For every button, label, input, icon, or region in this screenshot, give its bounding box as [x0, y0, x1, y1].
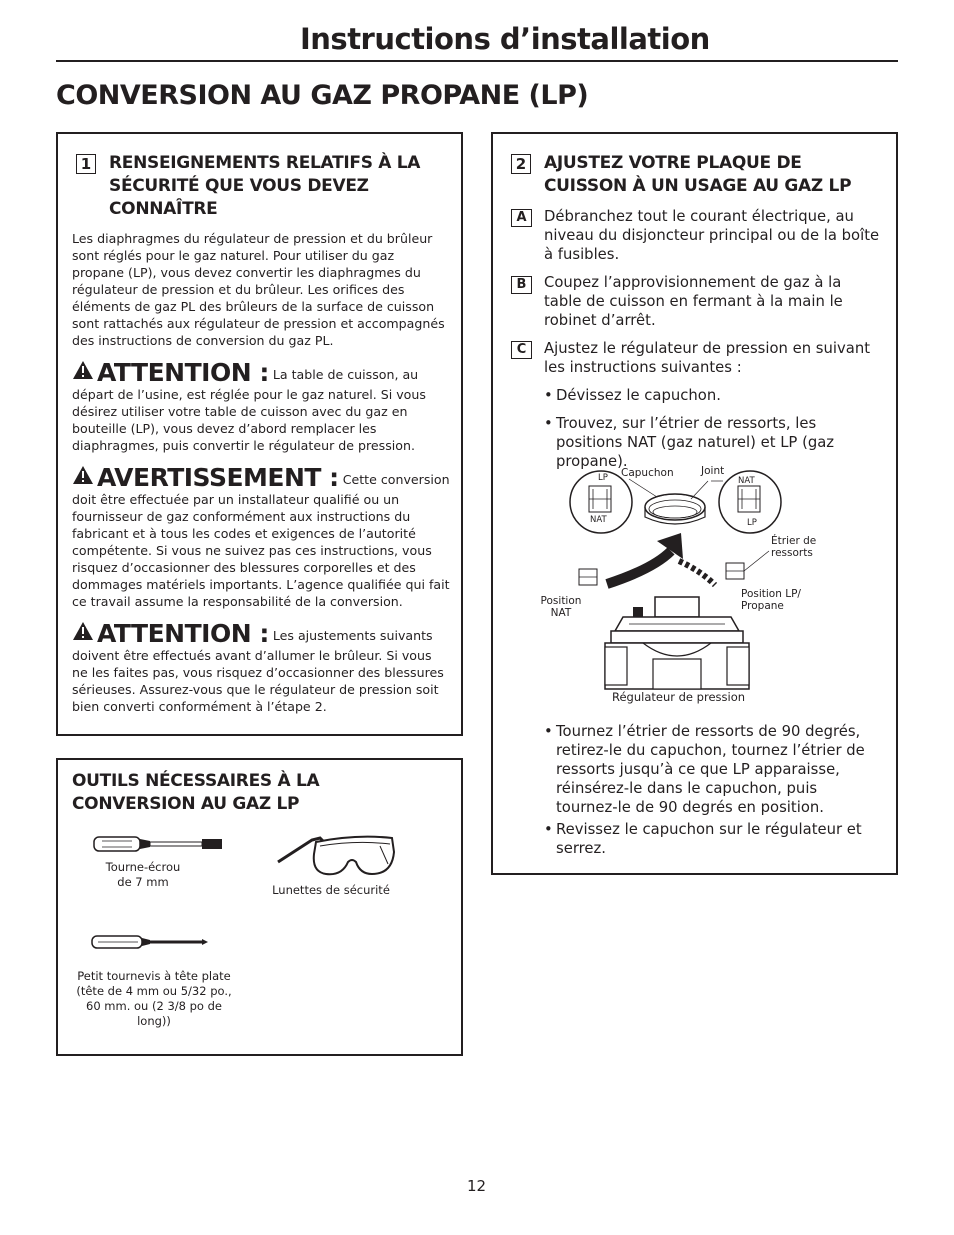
page-number: 12: [467, 1177, 487, 1195]
bullet-text: Revissez le capuchon sur le régulateur et serrez.: [556, 821, 862, 857]
bullet-unscrew: [544, 386, 882, 405]
warning-block: [72, 465, 450, 610]
nut-driver-icon: [92, 832, 224, 858]
bullet-text: Tournez l’étrier de ressorts de 90 degrés, retirez-le du capuchon, tournez l’étrier de ressorts jusqu’à ce que LP apparaisse, réinsérez-le dans le capuchon, puis tournez-le de 90 degrés en position.: [556, 723, 865, 816]
caution2-text: Les ajustements suivants doivent être effectués avant d’allumer le brûleur. Si vous ne les faites pas, vous risquez d’occasionner des blessures sérieuses. Assurez-vous que le régulateur de pression soit bien converti conformément à l’étape 2.: [72, 628, 444, 714]
step2-box: [491, 132, 898, 875]
label-lp-right: LP: [747, 518, 757, 528]
bullet-text: Dévissez le capuchon.: [556, 387, 721, 404]
bullet-dot: •: [544, 415, 553, 432]
page-header-title: Instructions d’installation: [300, 22, 710, 56]
bullet-dot: •: [544, 387, 553, 404]
step2-letter-c: C: [511, 341, 532, 359]
warning-triangle-icon: [72, 465, 94, 485]
warning-text: Cette conversion doit être effectuée par un installateur qualifié ou un fournisseur de gaz conformément aux instructions du fabricant et à tous les codes et exigences de l’autorité compétente. Si vous ne suivez pas ces instructions, vous risquez d’occasionner des blessures corporelles et des dommages matériels importants. L’agence qualifiée qui fait ce travail assume la responsabilité de la conversion.: [72, 472, 450, 609]
step1-box: [56, 132, 463, 736]
tools-heading: OUTILS NÉCESSAIRES À LA CONVERSION AU GAZ LP: [72, 771, 320, 814]
header-rule: [56, 60, 898, 62]
label-position-nat: Position NAT: [540, 595, 582, 619]
bullet-dot: •: [544, 723, 553, 740]
step2-b-text: Coupez l’approvisionnement de gaz à la table de cuisson en fermant à la main le robinet d’arrêt.: [544, 274, 843, 329]
caution1-label: ATTENTION :: [97, 358, 269, 387]
step2-letter-a: A: [511, 209, 532, 227]
step2-a-text: Débranchez tout le courant électrique, au niveau du disjoncteur principal ou de la boîte à fusibles.: [544, 208, 880, 263]
caution1-text: La table de cuisson, au départ de l’usine, est réglée pour le gaz naturel. Si vous désirez utiliser votre table de cuisson avec du gaz en bouteille (LP), vous devez d’abord remplacer les diaphragmes, puis convertir le régulateur de pression.: [72, 367, 426, 453]
label-nat-left: NAT: [590, 515, 607, 525]
warning-triangle-icon: [72, 621, 94, 641]
step2-number: 2: [511, 154, 531, 174]
label-nat-right: NAT: [738, 476, 755, 486]
step1-number: 1: [76, 154, 96, 174]
section-title: CONVERSION AU GAZ PROPANE (LP): [56, 80, 589, 111]
label-joint: Joint: [701, 465, 725, 477]
label-capuchon: Capuchon: [621, 467, 674, 479]
step2-letter-b: B: [511, 276, 532, 294]
screwdriver-label: Petit tournevis à tête plate (tête de 4 mm ou 5/32 po., 60 mm. ou (2 3/8 po de long)): [76, 969, 232, 1028]
safety-glasses-label: Lunettes de sécurité: [272, 883, 390, 897]
label-position-lp: Position LP/ Propane: [741, 588, 801, 612]
label-regulateur: Régulateur de pression: [612, 690, 746, 704]
warning-label: AVERTISSEMENT :: [97, 463, 339, 492]
screwdriver-icon: [90, 932, 210, 952]
safety-glasses-icon: [276, 832, 398, 888]
step1-intro: Les diaphragmes du régulateur de pression et du brûleur sont réglés pour le gaz naturel. Pour utiliser du gaz propane (LP), vous devez convertir les diaphragmes du régulateur de pression et du brûleur. Les orifices des éléments de gaz PL des brûleurs de la surface de cuisson sont rattachés aux régulateur de pression et accompagnés des instructions de conversion du gaz PL.: [72, 231, 445, 348]
label-etrier: Étrier de ressorts: [771, 535, 817, 559]
caution2-block: [72, 621, 450, 715]
step2-c-text: Ajustez le régulateur de pression en suivant les instructions suivantes :: [544, 340, 871, 376]
bullet-text: Trouvez, sur l’étrier de ressorts, les positions NAT (gaz naturel) et LP (gaz propane).: [556, 415, 835, 470]
tools-box: [56, 758, 463, 1056]
step1-heading: RENSEIGNEMENTS RELATIFS À LA SÉCURITÉ QUE VOUS DEVEZ CONNAÎTRE: [109, 153, 421, 219]
label-lp-left: LP: [598, 473, 608, 483]
caution2-label: ATTENTION :: [97, 619, 269, 648]
step2-heading: AJUSTEZ VOTRE PLAQUE DE CUISSON À UN USAGE AU GAZ LP: [544, 153, 852, 196]
bullet-dot: •: [544, 821, 553, 838]
regulator-diagram: [533, 459, 833, 709]
bullet-rescrew: [544, 820, 869, 858]
caution1-block: [72, 360, 450, 454]
bullet-rotate: [544, 722, 869, 817]
warning-triangle-icon: [72, 360, 94, 380]
nut-driver-label: Tourne-écrou de 7 mm: [105, 860, 181, 889]
